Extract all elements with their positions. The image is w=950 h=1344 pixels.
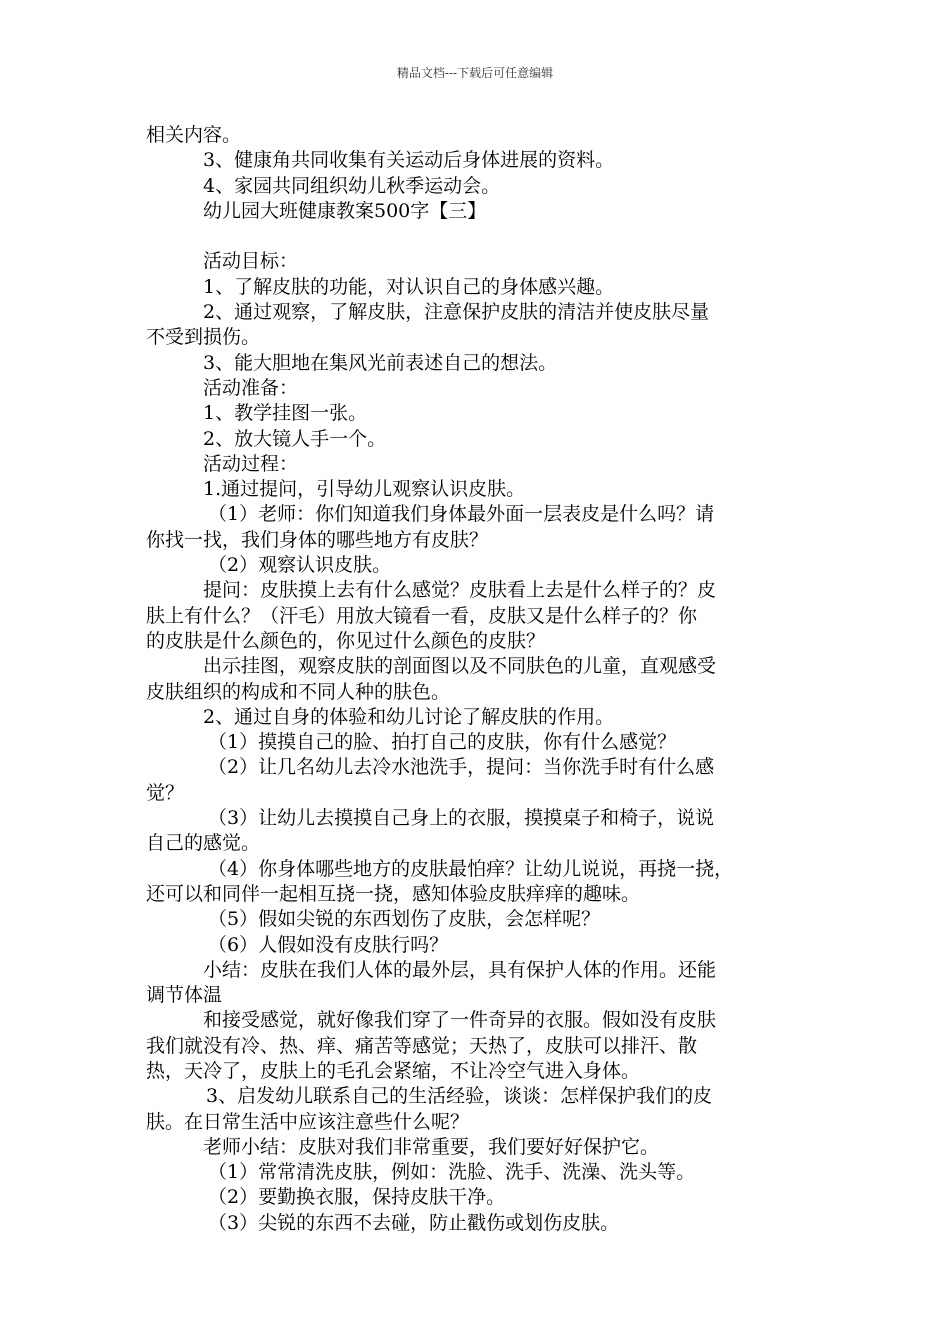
text-line: 皮肤组织的构成和不同人种的肤色。 (146, 680, 451, 703)
text-line: （5）假如尖锐的东西划伤了皮肤，会怎样呢？ (208, 908, 601, 931)
text-line: 2、通过观察，了解皮肤，注意保护皮肤的清洁并使皮肤尽量 (203, 301, 710, 324)
text-line: 老师小结：皮肤对我们非常重要，我们要好好保护它。 (203, 1135, 660, 1158)
text-line: （4）你身体哪些地方的皮肤最怕痒？让幼儿说说，再挠一挠， (208, 857, 734, 880)
text-line: 活动目标： (203, 250, 299, 273)
text-line: 幼儿园大班健康教案500字【三】 (203, 199, 487, 222)
text-line: 肤。在日常生活中应该注意些什么呢？ (146, 1110, 470, 1133)
text-line: 自己的感觉。 (146, 832, 261, 855)
text-line: 的皮肤是什么颜色的，你见过什么颜色的皮肤？ (146, 629, 546, 652)
text-line: （1）常常清洗皮肤，例如：洗脸、洗手、洗澡、洗头等。 (208, 1161, 696, 1184)
text-line: 4、家园共同组织幼儿秋季运动会。 (203, 174, 501, 197)
text-line: 相关内容。 (146, 124, 242, 146)
text-line: （2）让几名幼儿去冷水池洗手，提问：当你洗手时有什么感 (208, 756, 715, 779)
text-line: 1.通过提问，引导幼儿观察认识皮肤。 (203, 478, 526, 501)
text-line: 和接受感觉，就好像我们穿了一件奇异的衣服。假如没有皮肤 (203, 1009, 717, 1032)
text-line: （6）人假如没有皮肤行吗？ (208, 933, 449, 956)
document-body (146, 123, 816, 1236)
text-line: 热，天冷了，皮肤上的毛孔会紧缩，不让冷空气进入身体。 (146, 1059, 641, 1082)
blank-line (146, 224, 816, 249)
text-line: 活动过程： (203, 452, 299, 475)
text-line: 提问：皮肤摸上去有什么感觉？皮肤看上去是什么样子的？皮 (203, 579, 717, 602)
text-line: 觉？ (146, 781, 185, 804)
text-line: （3）让幼儿去摸摸自己身上的衣服，摸摸桌子和椅子，说说 (208, 807, 715, 830)
text-line: （2）观察认识皮肤。 (208, 554, 392, 577)
text-line: 你找一找，我们身体的哪些地方有皮肤？ (146, 528, 489, 551)
text-line: （1）老师：你们知道我们身体最外面一层表皮是什么吗？请 (208, 503, 715, 526)
text-line: 肤上有什么？（汗毛）用放大镜看一看，皮肤又是什么样子的？你 (146, 604, 698, 627)
text-line: 3、能大胆地在集风光前表述自己的想法。 (203, 351, 558, 374)
text-line: 2、通过自身的体验和幼儿讨论了解皮肤的作用。 (203, 705, 615, 728)
page-header: 精品文档---下载后可任意编辑 (396, 66, 554, 80)
text-line: 活动准备： (203, 376, 299, 399)
text-line: 小结：皮肤在我们人体的最外层，具有保护人体的作用。还能 (203, 958, 717, 981)
text-line: 2、放大镜人手一个。 (203, 427, 387, 450)
text-line: 还可以和同伴一起相互挠一挠，感知体验皮肤痒痒的趣味。 (146, 882, 641, 905)
text-line: 出示挂图，观察皮肤的剖面图以及不同肤色的儿童，直观感受 (203, 655, 717, 678)
text-line: （2）要勤换衣服，保持皮肤干净。 (208, 1186, 506, 1209)
text-line: 3、启发幼儿联系自己的生活经验，谈谈：怎样保护我们的皮 (206, 1085, 713, 1108)
text-line: 我们就没有冷、热、痒、痛苦等感觉；天热了，皮肤可以排汗、散 (146, 1034, 698, 1057)
text-line: （1）摸摸自己的脸、拍打自己的皮肤，你有什么感觉？ (208, 731, 677, 754)
text-line: （3）尖锐的东西不去碰，防止戳伤或划伤皮肤。 (208, 1211, 620, 1234)
text-line: 不受到损伤。 (146, 326, 261, 349)
text-line: 调节体温 (146, 984, 223, 1007)
text-line: 1、教学挂图一张。 (203, 402, 368, 425)
text-line: 3、健康角共同收集有关运动后身体进展的资料。 (203, 149, 615, 172)
text-line: 1、了解皮肤的功能，对认识自己的身体感兴趣。 (203, 275, 615, 298)
